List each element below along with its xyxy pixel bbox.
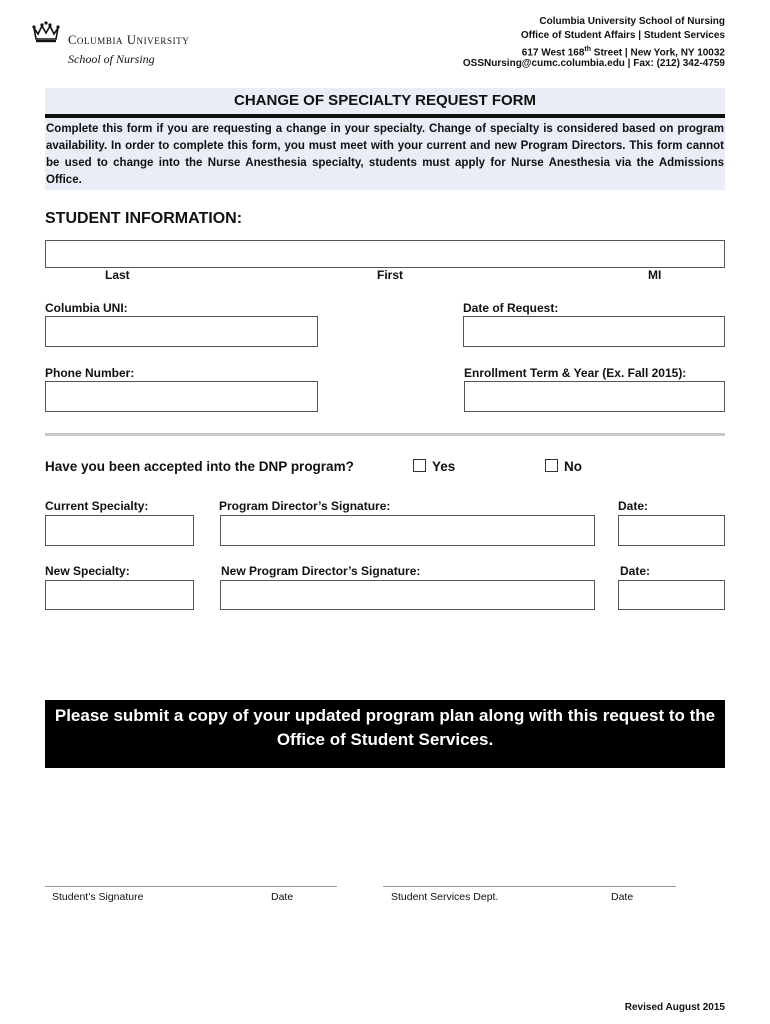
last-name-label: Last: [105, 268, 130, 282]
pd-signature-input[interactable]: [220, 515, 595, 546]
logo-university-name: Columbia University: [68, 33, 190, 47]
address-line-2: Office of Student Affairs | Student Services: [520, 30, 725, 41]
new-specialty-label: New Specialty:: [45, 564, 130, 578]
new-pd-date-input[interactable]: [618, 580, 725, 610]
name-input[interactable]: [45, 240, 725, 268]
dnp-no-option[interactable]: [545, 459, 582, 474]
phone-label: Phone Number:: [45, 366, 135, 380]
dnp-question: Have you been accepted into the DNP program?: [45, 459, 354, 474]
intro-text: Complete this form if you are requesting a change in your specialty. Change of specialty is considered based on program availability. In order to complete this form, you must meet with your current and new Program Directors. This form cannot be used to change into the Nurse Anesthesia specialty, students must apply for Nurse Anesthesia via the Admissions Office.: [46, 123, 724, 186]
address-line-3: 617 West 168th Street | New York, NY 10032: [521, 46, 725, 59]
no-checkbox[interactable]: [545, 459, 558, 472]
dept-signature-line[interactable]: [383, 886, 676, 887]
pd-signature-label: Program Director’s Signature:: [219, 499, 391, 513]
dept-signature-label: Student Services Dept.: [391, 891, 499, 903]
enrollment-label: Enrollment Term & Year (Ex. Fall 2015):: [464, 366, 687, 380]
pd-date-input[interactable]: [618, 515, 725, 546]
date-request-label: Date of Request:: [463, 301, 559, 315]
mi-label: MI: [648, 268, 662, 282]
new-pd-signature-input[interactable]: [220, 580, 595, 610]
yes-checkbox[interactable]: [413, 459, 426, 472]
new-specialty-input[interactable]: [45, 580, 194, 610]
no-label: No: [564, 459, 582, 474]
logo-school-name: School of Nursing: [68, 52, 155, 66]
pd-date-label: Date:: [618, 499, 649, 513]
phone-input[interactable]: [45, 381, 318, 412]
address-line-4: OSSNursing@cumc.columbia.edu | Fax: (212) 342-4759: [462, 58, 725, 69]
uni-label: Columbia UNI:: [45, 301, 128, 315]
section-divider: [45, 433, 725, 436]
crown-logo-icon: [32, 20, 60, 44]
date-request-input[interactable]: [463, 316, 725, 347]
student-date-label: Date: [271, 891, 294, 903]
uni-input[interactable]: [45, 316, 318, 347]
new-pd-date-label: Date:: [620, 564, 651, 578]
student-signature-line[interactable]: [45, 886, 337, 887]
submission-notice: Please submit a copy of your updated program plan along with this request to the Office of Student Services.: [45, 700, 725, 768]
dnp-yes-option[interactable]: [413, 459, 455, 474]
section-heading-student-info: STUDENT INFORMATION:: [45, 210, 243, 227]
student-signature-label: Student’s Signature: [52, 891, 144, 903]
revision-note: Revised August 2015: [624, 1002, 725, 1013]
first-name-label: First: [377, 268, 404, 282]
current-specialty-input[interactable]: [45, 515, 194, 546]
enrollment-input[interactable]: [464, 381, 725, 412]
form-title: CHANGE OF SPECIALTY REQUEST FORM: [234, 92, 536, 109]
current-specialty-label: Current Specialty:: [45, 499, 149, 513]
address-line-1: Columbia University School of Nursing: [539, 16, 725, 27]
new-pd-signature-label: New Program Director’s Signature:: [221, 564, 421, 578]
dept-date-label: Date: [611, 891, 634, 903]
yes-label: Yes: [432, 459, 456, 474]
